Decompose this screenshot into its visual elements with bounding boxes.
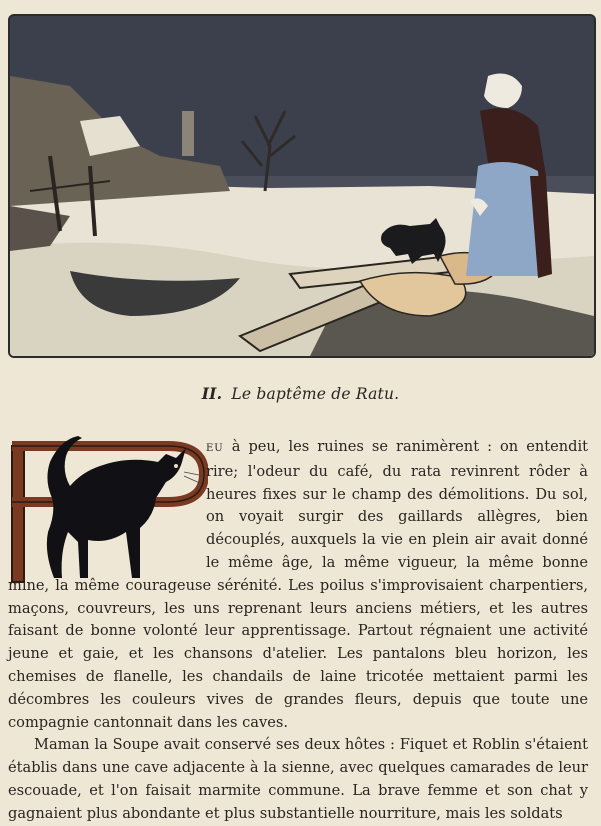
article-body <box>8 436 588 826</box>
illustration-art <box>10 16 594 356</box>
paragraph-1-lead: EU <box>206 443 224 454</box>
illustration-ruins-woman-cat <box>8 14 596 358</box>
paragraph-1-text: à peu, les ruines se ranimèrent : on entendit rire; l'odeur du café, du rata revinrent rôder à heures fixes sur le champ des démolitions. Du sol, on voyait surgir des gaillards allègres, bien découplés, auxquels la vie en plein air avait donné le même âge, la même vigueur, la même bonne mine, la même courageuse sérénité. Les poilus s'improvisaient charpentiers, maçons, couvreurs, les uns reprenant leurs anciens métiers, et les autres faisant de bonne volonté leur apprentissage. Partout régnaient une activité jeune et gaie, et les chansons d'atelier. Les pantalons bleu horizon, les chemises de flanelle, les chandails de laine tricotée mettaient parmi les décombres les couleurs vives de grandes fleurs, depuis que toute une compagnie cantonnait dans les caves. <box>8 438 589 731</box>
paragraph-1 <box>8 436 588 734</box>
caption-title: Le baptême de Ratu. <box>231 385 400 403</box>
caption-number: II. <box>201 384 223 403</box>
dropcap-space <box>8 436 206 572</box>
illustration-caption <box>0 384 601 403</box>
paragraph-2: Maman la Soupe avait conservé ses deux hôtes : Fiquet et Roblin s'étaient établis dans une cave adjacente à la sienne, avec quelques camarades de leur escouade, et l'on faisait marmite commune. La brave femme et son chat y gagnaient plus abondante et plus substantielle nourriture, mais les soldats <box>8 736 588 822</box>
